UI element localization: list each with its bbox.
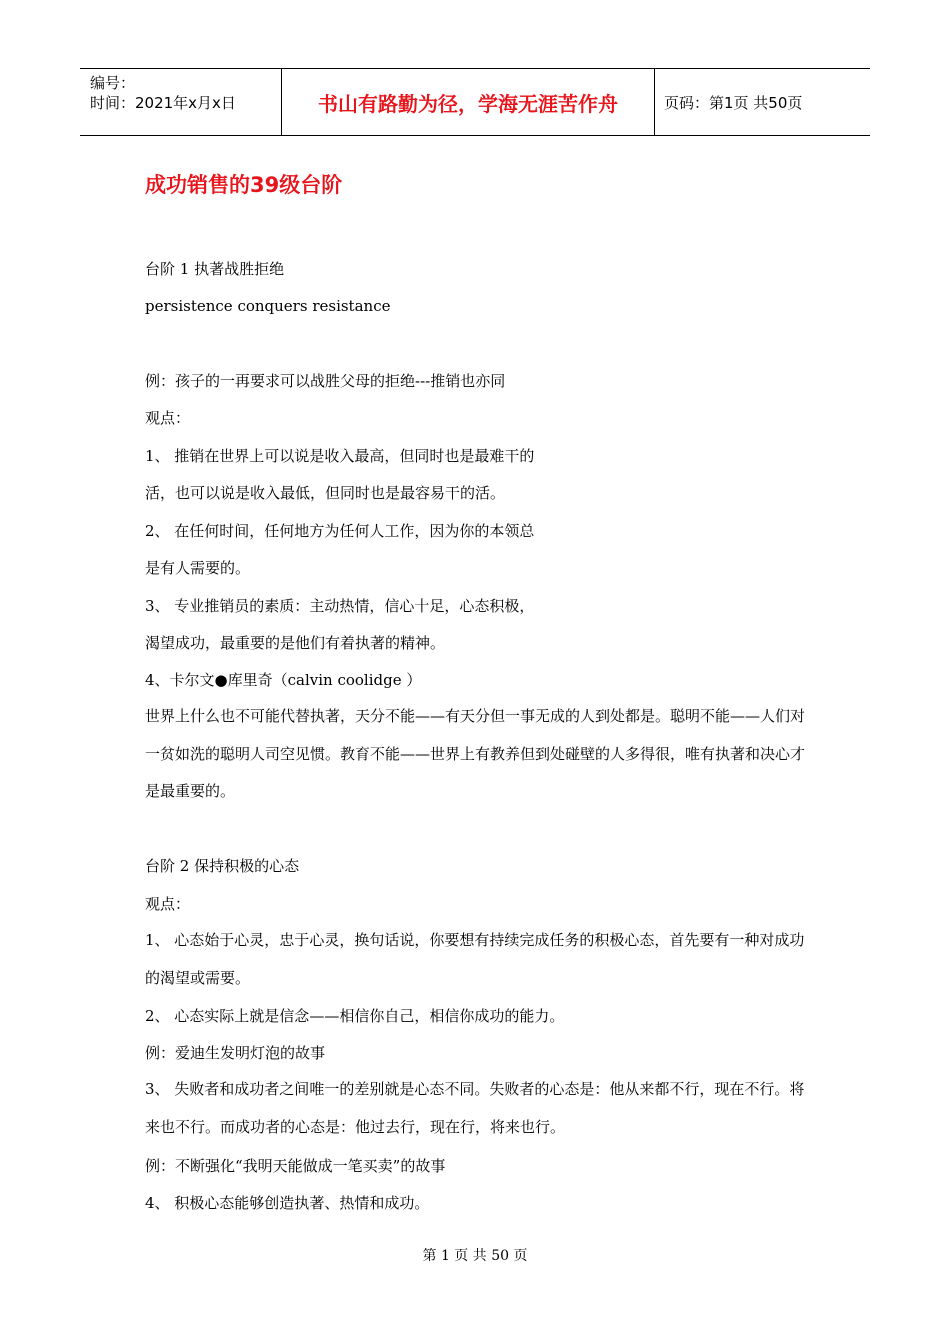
page-footer: 第 1 页 共 50 页 [422,1248,528,1264]
step-subtitle: persistence conquers resistance [145,297,391,315]
page-header [80,68,870,136]
document-number-label: 编号： [90,74,136,92]
viewpoint-item-cont: 活，也可以说是收入最低，但同时也是最容易干的活。 [145,484,506,502]
viewpoint-item: 2、 在任何时间，任何地方为任何人工作，因为你的本领总 [145,522,535,540]
step-heading: 台阶 1 执著战胜拒绝 [145,260,285,278]
viewpoint-paragraph: 3、 失败者和成功者之间唯一的差别就是心态不同。失败者的心态是：他从来都不行，现在不行。将来也不行。而成功者的心态是：他过去行，现在行，将来也行。 [145,1080,805,1136]
header-meta [90,73,236,113]
document-time-label: 时间：2021年x月x日 [90,94,236,112]
viewpoint-item: 4、 积极心态能够创造执著、热情和成功。 [145,1194,430,1212]
step-heading: 台阶 2 保持积极的心态 [145,857,300,875]
document-title: 成功销售的39级台阶 [145,173,343,197]
viewpoint-item: 3、 专业推销员的素质：主动热情，信心十足，心态积极， [145,597,535,615]
viewpoint-item: 1、 推销在世界上可以说是收入最高，但同时也是最难干的 [145,447,535,465]
example-line: 例：不断强化“我明天能做成一笔买卖”的故事 [145,1157,446,1175]
quote-paragraph: 世界上什么也不可能代替执著，天分不能——有天分但一事无成的人到处都是。聪明不能——人们对一贫如洗的聪明人司空见惯。教育不能——世界上有教养但到处碰壁的人多得很，唯有执著和决心才是最重要的。 [145,707,806,800]
viewpoint-label: 观点： [145,409,191,427]
viewpoint-paragraph: 1、 心态始于心灵，忠于心灵，换句话说，你要想有持续完成任务的积极心态，首先要有一种对成功的渴望或需要。 [145,931,805,987]
header-divider [654,69,655,136]
header-motto: 书山有路勤为径，学海无涯苦作舟 [318,92,618,116]
viewpoint-item-cont: 渴望成功，最重要的是他们有着执著的精神。 [145,634,446,652]
viewpoint-item: 4、卡尔文●库里奇（calvin coolidge ） [145,671,422,689]
example-line: 例：孩子的一再要求可以战胜父母的拒绝---推销也亦同 [145,372,506,390]
viewpoint-label: 观点： [145,895,191,913]
viewpoint-item: 2、 心态实际上就是信念——相信你自己，相信你成功的能力。 [145,1007,565,1025]
example-line: 例：爱迪生发明灯泡的故事 [145,1044,326,1062]
header-page-info: 页码：第1页 共50页 [664,94,803,112]
viewpoint-item-cont: 是有人需要的。 [145,559,251,577]
